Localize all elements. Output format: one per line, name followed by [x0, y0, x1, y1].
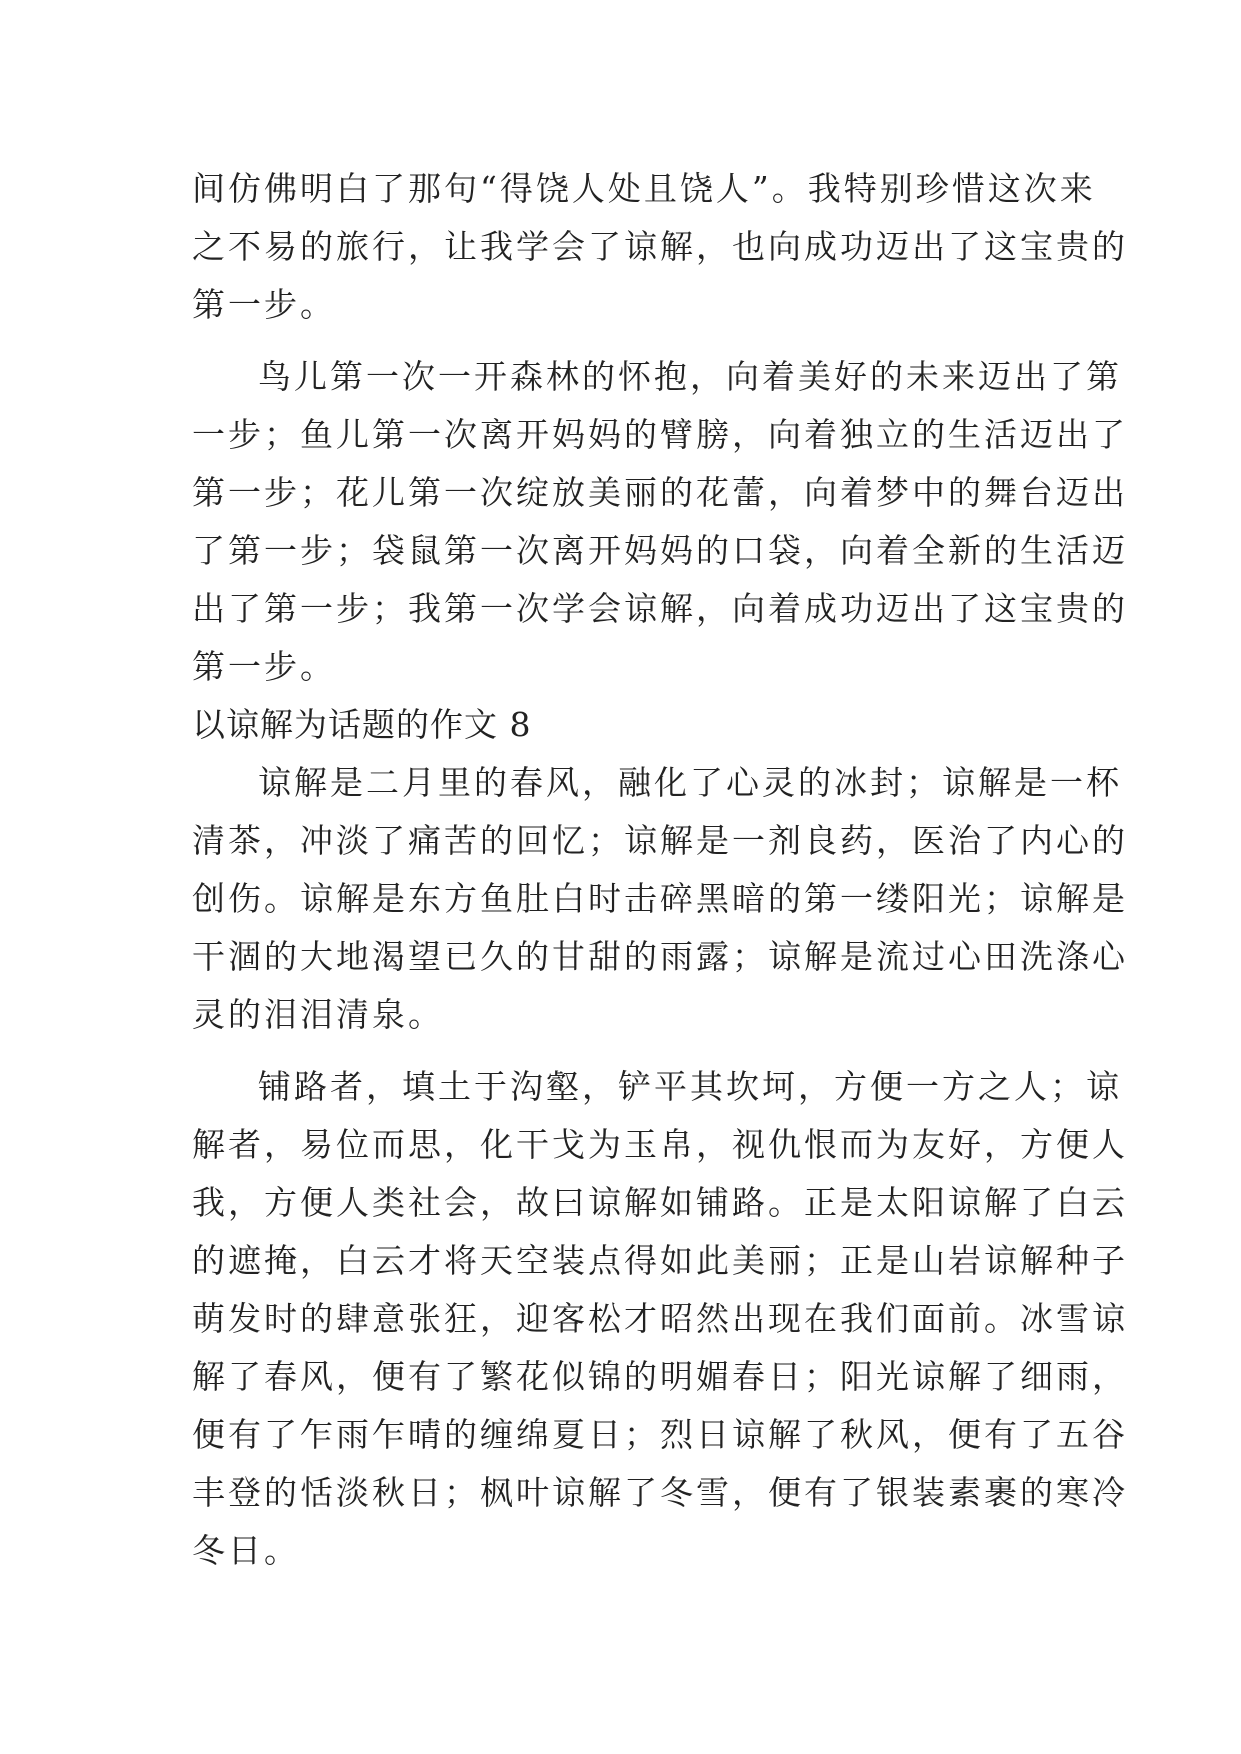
text-line: 干涸的大地渴望已久的甘甜的雨露；谅解是流过心田洗涤心 [192, 937, 1128, 976]
paragraph [192, 160, 1128, 334]
text-line: 第一步。 [192, 285, 336, 324]
text-line: 灵的泪泪清泉。 [192, 995, 444, 1034]
text-line: 创伤。谅解是东方鱼肚白时击碎黑暗的第一缕阳光；谅解是 [192, 879, 1128, 918]
document-page [192, 160, 1128, 1580]
text-line: 铺路者，填土于沟壑，铲平其坎坷，方便一方之人；谅 [258, 1067, 1122, 1106]
text-line: 第一步；花儿第一次绽放美丽的花蕾，向着梦中的舞台迈出 [192, 473, 1128, 512]
text-line: 解了春风，便有了繁花似锦的明媚春日；阳光谅解了细雨， [192, 1357, 1128, 1396]
text-line: 鸟儿第一次一开森林的怀抱，向着美好的未来迈出了第 [258, 357, 1122, 396]
text-line: 便有了乍雨乍晴的缠绵夏日；烈日谅解了秋风，便有了五谷 [192, 1415, 1128, 1454]
text-line: 之不易的旅行，让我学会了谅解，也向成功迈出了这宝贵的 [192, 227, 1128, 266]
text-line: 的遮掩，白云才将天空装点得如此美丽；正是山岩谅解种子 [192, 1241, 1128, 1280]
text-line: 我，方便人类社会，故曰谅解如铺路。正是太阳谅解了白云 [192, 1183, 1128, 1222]
paragraph [192, 1058, 1128, 1580]
paragraph [192, 754, 1128, 1044]
text-line: 间仿佛明白了那句“得饶人处且饶人”。我特别珍惜这次来 [192, 169, 1096, 208]
section-heading: 以谅解为话题的作文 8 [192, 705, 532, 744]
text-line: 冬日。 [192, 1531, 300, 1570]
paragraph [192, 348, 1128, 696]
text-line: 出了第一步；我第一次学会谅解，向着成功迈出了这宝贵的 [192, 589, 1128, 628]
text-line: 一步；鱼儿第一次离开妈妈的臂膀，向着独立的生活迈出了 [192, 415, 1128, 454]
text-line: 谅解是二月里的春风，融化了心灵的冰封；谅解是一杯 [258, 763, 1122, 802]
text-line: 第一步。 [192, 647, 336, 686]
text-line: 解者，易位而思，化干戈为玉帛，视仇恨而为友好，方便人 [192, 1125, 1128, 1164]
text-line: 清茶，冲淡了痛苦的回忆；谅解是一剂良药，医治了内心的 [192, 821, 1128, 860]
text-line: 萌发时的肆意张狂，迎客松才昭然出现在我们面前。冰雪谅 [192, 1299, 1128, 1338]
text-line: 了第一步；袋鼠第一次离开妈妈的口袋，向着全新的生活迈 [192, 531, 1128, 570]
text-line: 丰登的恬淡秋日；枫叶谅解了冬雪，便有了银装素裹的寒冷 [192, 1473, 1128, 1512]
